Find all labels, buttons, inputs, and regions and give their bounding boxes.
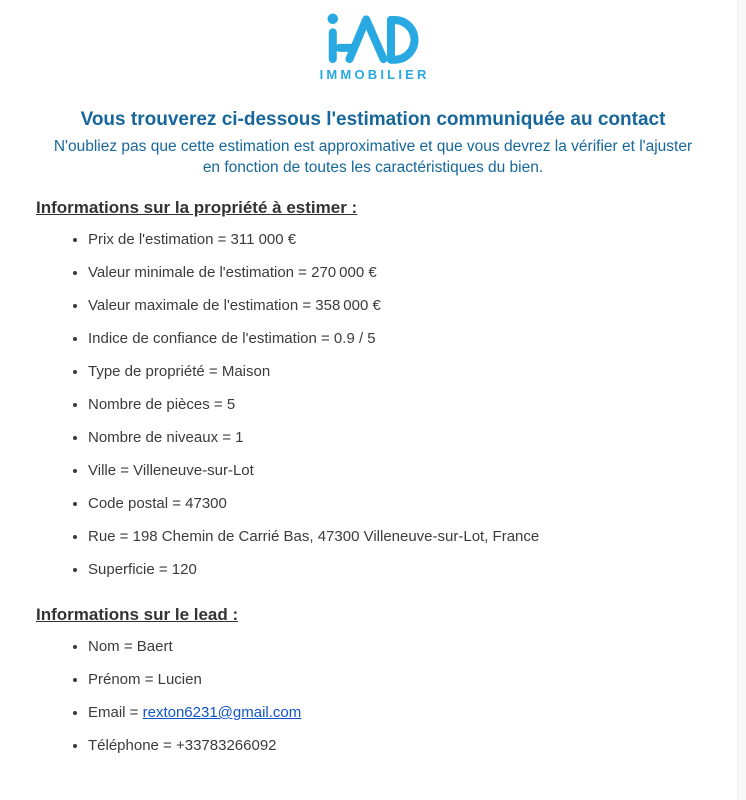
subtitle-line-2: en fonction de toutes les caractéristiques du bien. [202,159,544,176]
email-link[interactable]: rexton6231@gmail.com [142,704,302,721]
list-item-last-name: • Nom = Baert [88,637,746,657]
subtitle-line-1: N'oubliez pas que cette estimation est approximative et que vous devrez la vérifier et l'ajuster [53,138,693,155]
list-item-area: • Superficie = 120 [88,560,746,580]
list-item-min-value: • Valeur minimale de l'estimation = 270 000 € [88,263,746,283]
list-item-levels: • Nombre de niveaux = 1 [88,428,746,448]
list-item-city: • Ville = Villeneuve-sur-Lot [88,461,746,481]
brand-header [0,0,746,82]
page-subtitle [20,136,726,178]
list-item-email [88,703,746,723]
page-title: Vous trouverez ci-dessous l'estimation communiquée au contact [80,109,666,130]
section-heading-lead: Informations sur le lead : [36,605,239,624]
list-item-confidence: • Indice de confiance de l'estimation = 0.9 / 5 [88,329,746,349]
iad-logo-icon [325,12,421,64]
property-info-list [36,230,746,580]
viewport-edge-gutter [737,0,746,800]
list-item-postal-code: • Code postal = 47300 [88,494,746,514]
list-item-price: • Prix de l'estimation = 311 000 € [88,230,746,250]
section-heading-property: Informations sur la propriété à estimer : [36,198,358,217]
list-item-max-value: • Valeur maximale de l'estimation = 358 000 € [88,296,746,316]
list-item-first-name: • Prénom = Lucien [88,670,746,690]
list-item-rooms: • Nombre de pièces = 5 [88,395,746,415]
email-label: Email = [88,704,143,721]
list-item-street: • Rue = 198 Chemin de Carrié Bas, 47300 Villeneuve-sur-Lot, France [88,527,746,547]
list-item-property-type: • Type de propriété = Maison [88,362,746,382]
brand-name-label: IMMOBILIER [319,67,430,82]
list-item-phone: • Téléphone = +33783266092 [88,736,746,756]
lead-info-list [36,637,746,756]
